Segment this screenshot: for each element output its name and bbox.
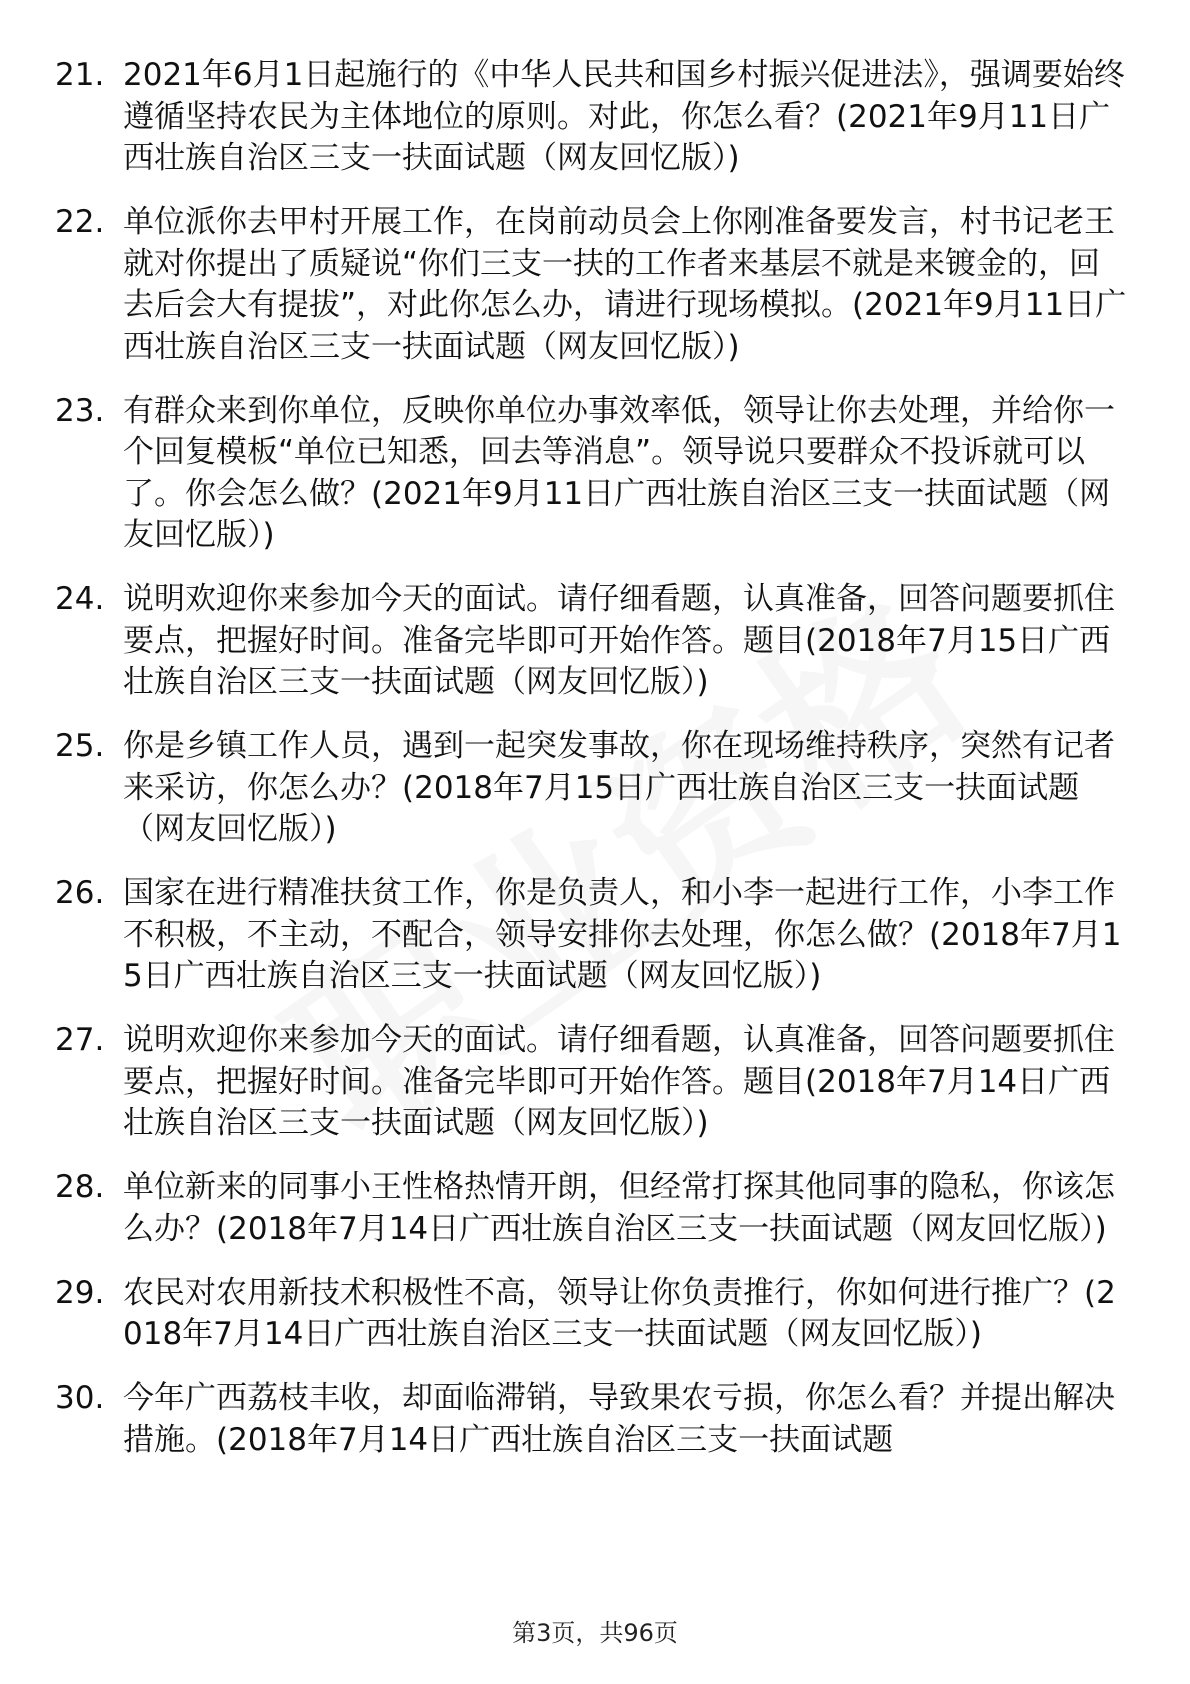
question-number: 27.	[55, 1022, 105, 1058]
question-item	[55, 55, 1130, 180]
question-number: 21.	[55, 57, 105, 93]
question-text: 有群众来到你单位，反映你单位办事效率低，领导让你去处理，并给你一个回复模板“单位已知悉，回去等消息”。领导说只要群众不投诉就可以了。你会怎么做？(2021年9月11日广西壮族自治区三支一扶面试题（网友回忆版）)	[123, 392, 1115, 553]
question-number: 28.	[55, 1169, 105, 1205]
question-item	[55, 1378, 1130, 1461]
question-text: 今年广西荔枝丰收，却面临滞销，导致果农亏损，你怎么看？并提出解决措施。(2018年7月14日广西壮族自治区三支一扶面试题	[123, 1380, 1115, 1458]
question-number: 23.	[55, 392, 105, 429]
question-text: 国家在进行精准扶贫工作，你是负责人，和小李一起进行工作，小李工作不积极，不主动，不配合，领导安排你去处理，你怎么做？(2018年7月15日广西壮族自治区三支一扶面试题（网友回忆版）)	[123, 875, 1122, 994]
question-item	[55, 579, 1130, 704]
question-number: 24.	[55, 581, 105, 617]
page-number-label: 第3页，共96页	[512, 1619, 678, 1647]
question-text: 单位派你去甲村开展工作，在岗前动员会上你刚准备要发言，村书记老王就对你提出了质疑说“你们三支一扶的工作者来基层不就是来镀金的，回去后会大有提拔”，对此你怎么办，请进行现场模拟。(2021年9月11日广西壮族自治区三支一扶面试题（网友回忆版）)	[123, 204, 1127, 365]
page-footer	[0, 1618, 1190, 1648]
question-item	[55, 873, 1130, 998]
question-text: 单位新来的同事小王性格热情开朗，但经常打探其他同事的隐私，你该怎么办？(2018年7月14日广西壮族自治区三支一扶面试题（网友回忆版）)	[123, 1169, 1115, 1247]
question-item	[55, 1167, 1130, 1250]
question-text: 农民对农用新技术积极性不高，领导让你负责推行，你如何进行推广？(2018年7月14日广西壮族自治区三支一扶面试题（网友回忆版）)	[123, 1274, 1116, 1352]
question-list	[55, 55, 1130, 1461]
question-text: 你是乡镇工作人员，遇到一起突发事故，你在现场维持秩序，突然有记者来采访，你怎么办？(2018年7月15日广西壮族自治区三支一扶面试题（网友回忆版）)	[123, 728, 1115, 847]
question-number: 22.	[55, 204, 105, 240]
question-text: 2021年6月1日起施行的《中华人民共和国乡村振兴促进法》，强调要始终遵循坚持农民为主体地位的原则。对此，你怎么看？(2021年9月11日广西壮族自治区三支一扶面试题（网友回忆版）)	[123, 57, 1125, 176]
question-item	[55, 726, 1130, 851]
question-item	[55, 1020, 1130, 1145]
question-text: 说明欢迎你来参加今天的面试。请仔细看题，认真准备，回答问题要抓住要点，把握好时间。准备完毕即可开始作答。题目(2018年7月14日广西壮族自治区三支一扶面试题（网友回忆版）)	[123, 1022, 1115, 1141]
question-number: 25.	[55, 728, 105, 764]
question-item	[55, 1273, 1130, 1356]
question-text: 说明欢迎你来参加今天的面试。请仔细看题，认真准备，回答问题要抓住要点，把握好时间。准备完毕即可开始作答。题目(2018年7月15日广西壮族自治区三支一扶面试题（网友回忆版）)	[123, 581, 1115, 700]
question-number: 30.	[55, 1380, 105, 1416]
question-number: 26.	[55, 875, 105, 911]
question-number: 29.	[55, 1274, 105, 1311]
question-item	[55, 202, 1130, 368]
question-item	[55, 391, 1130, 557]
